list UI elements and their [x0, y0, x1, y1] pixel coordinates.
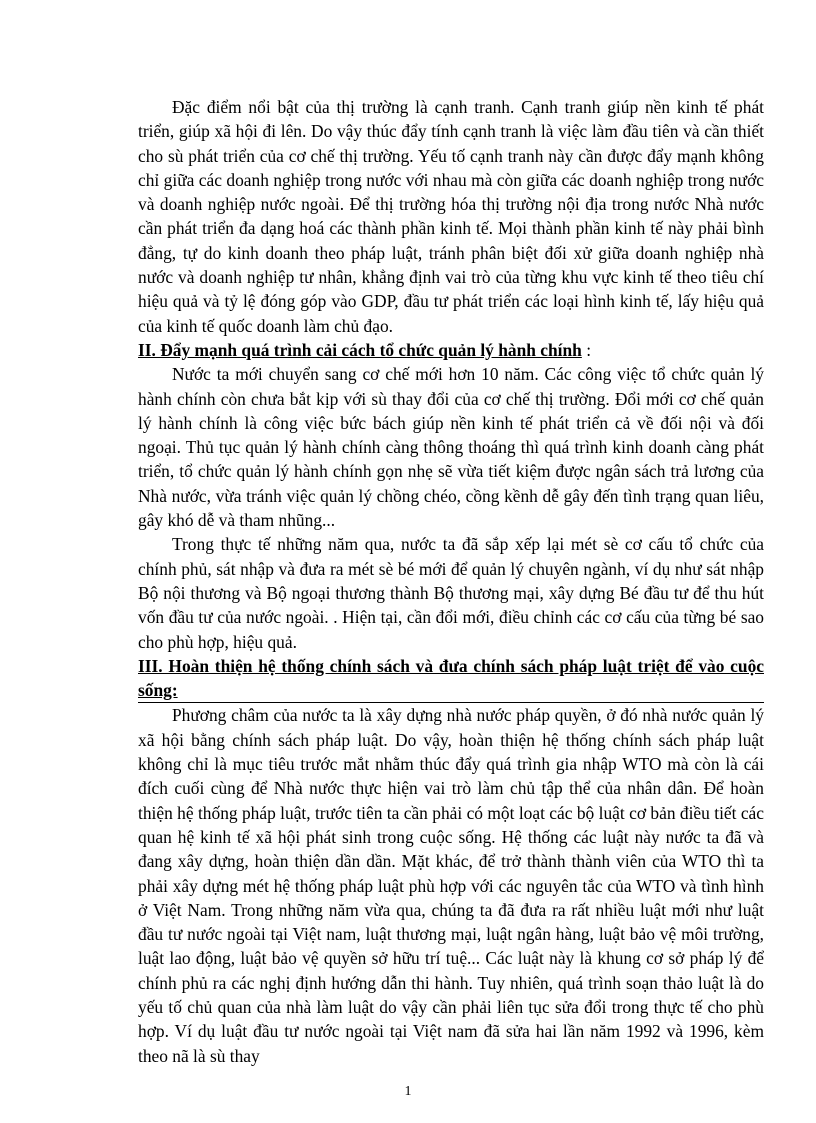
- section-3-heading: [138, 654, 764, 704]
- section-2-heading-suffix: :: [581, 339, 592, 360]
- section-2-heading-text: II. Đẩy mạnh quá trình cải cách tổ chức quản lý hành chính: [138, 339, 582, 360]
- section-3-heading-text: III. Hoàn thiện hệ thống chính sách và đưa chính sách pháp luật triệt để vào cuộc sống:: [138, 655, 764, 701]
- paragraph-legal-system: Phương châm của nước ta là xây dựng nhà nước pháp quyền, ở đó nhà nước quản lý xã hội bằng chính sách pháp luật. Do vậy, hoàn thiện hệ thống chính sách pháp luật không chỉ là mục tiêu trước mắt nhằm thúc đẩy quá trình gia nhập WTO mà còn là cái đích cuối cùng để Nhà nước thực hiện vai trò làm chủ tập thể của nhân dân. Để hoàn thiện hệ thống pháp luật, trước tiên ta cần phải có một loạt các bộ luật cơ bản điều tiết các quan hệ kinh tế xã hội phát sinh trong cuộc sống. Hệ thống các luật này nước ta đã và đang xây dựng, hoàn thiện dần dần. Mặt khác, để trở thành thành viên của WTO thì ta phải xây dựng mét hệ thống pháp luật phù hợp với các nguyên tắc của WTO và tình hình ở Việt Nam. Trong những năm vừa qua, chúng ta đã đưa ra rất nhiều luật mới như luật đầu tư nước ngoài tại Việt nam, luật thương mại, luật ngân hàng, luật bảo vệ môi trường, luật lao động, luật bảo vệ quyền sở hữu trí tuệ... Các luật này là khung cơ sở pháp lý để chính phủ ra các nghị định hướng dẫn thi hành. Tuy nhiên, quá trình soạn thảo luật là do yếu tố chủ quan của nhà làm luật do vậy cần phải liên tục sửa đổi trong thực tế cho phù hợp. Ví dụ luật đầu tư nước ngoài tại Việt nam đã sửa hai lần năm 1992 và 1996, kèm theo nã là sù thay: [138, 705, 764, 1066]
- paragraph-admin-reform: Nước ta mới chuyển sang cơ chế mới hơn 10 năm. Các công việc tổ chức quản lý hành chính còn chưa bắt kịp với sù thay đổi của cơ chế thị trường. Đổi mới cơ chế quản lý hành chính là công việc bức bách giúp nền kinh tế phát triển cả về đối nội và đối ngoại. Thủ tục quản lý hành chính càng thông thoáng thì quá trình kinh doanh càng phát triển, tổ chức quản lý hành chính gọn nhẹ sẽ vừa tiết kiệm được ngân sách trả lương của Nhà nước, vừa tránh việc quản lý chồng chéo, cồng kềnh dễ gây đến tình trạng quan liêu, gây khó dễ và tham nhũng...: [138, 364, 764, 531]
- page-number: 1: [404, 1084, 412, 1099]
- paragraph-restructuring: Trong thực tế những năm qua, nước ta đã sắp xếp lại mét sè cơ cấu tổ chức của chính phủ, sát nhập và đưa ra mét sè bé mới để quản lý chuyên ngành, ví dụ như sát nhập Bộ nội thương và Bộ ngoại thương thành Bộ thương mại, xây dựng Bé đầu tư để thu hút vốn đầu tư của nước ngoài. . Hiện tại, cần đổi mới, điều chỉnh các cơ cấu của từng bé sao cho phù hợp, hiệu quả.: [138, 534, 764, 652]
- paragraph-competition: Đặc điểm nổi bật của thị trường là cạnh tranh. Cạnh tranh giúp nền kinh tế phát triển, giúp xã hội đi lên. Do vậy thúc đẩy tính cạnh tranh là việc làm đầu tiên và cần thiết cho sù phát triển của cơ chế thị trường. Yếu tố cạnh tranh này cần được đẩy mạnh không chỉ giữa các doanh nghiệp trong nước với nhau mà còn giữa các doanh nghiệp trong nước và doanh nghiệp nước ngoài. Để thị trường hóa thị trường nội địa trong nước Nhà nước cần phát triển đa dạng hoá các thành phần kinh tế. Mọi thành phần kinh tế này phải bình đẳng, tự do kinh doanh theo pháp luật, tránh phân biệt đối xử giữa doanh nghiệp nhà nước và doanh nghiệp tư nhân, khẳng định vai trò của từng khu vực kinh tế theo tiêu chí hiệu quả và tỷ lệ đóng góp vào GDP, đầu tư phát triển các loại hình kinh tế, lấy hiệu quả của kinh tế quốc doanh làm chủ đạo.: [138, 97, 764, 336]
- document-page: [138, 95, 764, 1068]
- section-2-heading: [138, 338, 764, 362]
